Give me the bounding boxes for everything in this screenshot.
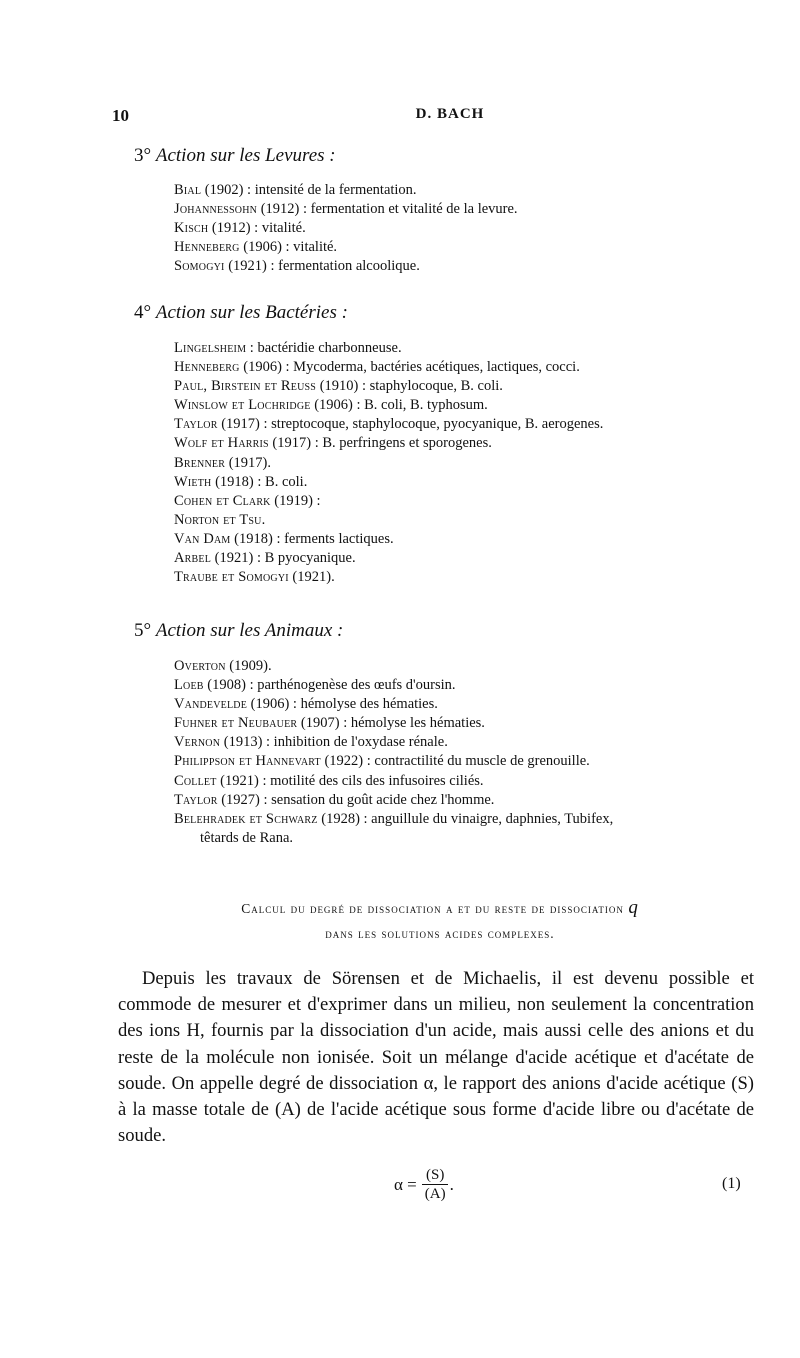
- list-item: [174, 454, 764, 473]
- entry-text: (1921) : fermentation alcoolique.: [224, 258, 420, 275]
- list-item: [174, 810, 764, 829]
- section-number: 3°: [134, 145, 152, 166]
- entry-author: Collet: [174, 772, 217, 789]
- entry-author: Winslow et Lochridge: [174, 397, 311, 414]
- list-item: [174, 791, 764, 810]
- entry-author: Arbel: [174, 550, 212, 567]
- entry-text: (1918) : B. coli.: [211, 473, 308, 490]
- entry-author: Henneberg: [174, 239, 240, 256]
- entry-text: (1921) : motilité des cils des infusoires ciliés.: [216, 772, 484, 789]
- calc-title-line1-wrap: [140, 895, 740, 921]
- entry-text: (1906) : Mycoderma, bactéries acétiques, lactiques, cocci.: [239, 359, 580, 376]
- entry-text: (1919) :: [270, 492, 321, 509]
- entries-levures: [174, 181, 764, 276]
- entry-text: .: [261, 511, 266, 528]
- entry-author: Fuhner et Neubauer: [174, 715, 298, 732]
- list-item: [174, 339, 764, 358]
- entry-author: Lingelsheim: [174, 340, 247, 356]
- entries-animaux: [174, 657, 764, 848]
- entry-author: Bial: [174, 182, 202, 198]
- entry-text: (1912) : vitalité.: [208, 220, 306, 237]
- list-item: [174, 434, 764, 453]
- entry-text: (1906) : hémolyse des hématies.: [247, 696, 438, 713]
- entry-author: Kisch: [174, 220, 209, 237]
- entry-text: : bactéridie charbonneuse.: [246, 340, 402, 356]
- entry-author: Brenner: [174, 454, 226, 471]
- section-heading-levures: [134, 145, 336, 167]
- calc-title-line2: dans les solutions acides complexes.: [325, 926, 555, 941]
- page-header: [112, 106, 752, 130]
- entry-text: (1909).: [225, 658, 272, 674]
- entry-author: Wieth: [174, 473, 212, 490]
- list-item: [174, 714, 764, 733]
- entry-text: (1927) : sensation du goût acide chez l'homme.: [217, 791, 495, 808]
- list-item: [174, 752, 764, 771]
- entry-author: Overton: [174, 658, 226, 674]
- list-item: [174, 676, 764, 695]
- entry-text: (1918) : ferments lactiques.: [230, 530, 394, 547]
- entry-author: Cohen et Clark: [174, 492, 271, 509]
- list-item: [174, 219, 764, 238]
- formula-numerator: (S): [422, 1166, 448, 1185]
- list-item: [174, 657, 764, 676]
- entry-text: (1910) : staphylocoque, B. coli.: [316, 378, 503, 395]
- list-item: [174, 200, 764, 219]
- formula-denominator: (A): [424, 1186, 446, 1202]
- entry-author: Philippson et Hannevart: [174, 753, 321, 770]
- list-item: [174, 733, 764, 752]
- section-title: Action sur les Levures :: [155, 145, 336, 166]
- section-title: Action sur les Bactéries :: [155, 302, 348, 323]
- entry-author: Belehradek et Schwarz: [174, 810, 318, 827]
- entry-author: Paul, Birstein et Reuss: [174, 378, 317, 395]
- entry-author: Wolf et Harris: [174, 435, 269, 452]
- entry-author: Vernon: [174, 734, 221, 751]
- entry-text: (1913) : inhibition de l'oxydase rénale.: [220, 734, 448, 751]
- list-item: [174, 568, 764, 587]
- entry-text: (1902) : intensité de la fermentation.: [201, 182, 417, 198]
- formula-fraction: [421, 1166, 450, 1203]
- running-head: D. BACH: [415, 106, 485, 122]
- entry-author: Johannessohn: [174, 201, 258, 218]
- list-item: [174, 695, 764, 714]
- list-item: [174, 772, 764, 791]
- section-title: Action sur les Animaux :: [155, 620, 344, 641]
- entry-text: (1917) : streptocoque, staphylocoque, pyocyanique, B. aerogenes.: [217, 416, 604, 433]
- calc-section-title: [140, 895, 740, 946]
- formula: [394, 1166, 454, 1203]
- formula-suffix: .: [449, 1174, 454, 1194]
- section-heading-animaux: [134, 620, 343, 642]
- entry-text: (1921).: [288, 569, 335, 586]
- calc-title-q: q: [628, 897, 639, 918]
- list-item: [174, 415, 764, 434]
- entry-author: Somogyi: [174, 258, 225, 275]
- section-number: 4°: [134, 302, 152, 323]
- entry-author: Henneberg: [174, 359, 240, 376]
- body-paragraph: Depuis les travaux de Sörensen et de Michaelis, il est devenu possible et commode de mesurer et d'exprimer dans un milieu, non seulement la concentration des ions H, fournis par la dissociation d'un acide, mais aussi celle des anions et du reste de la molécule non ionisée. Soit un mélange d'acide acétique et d'acétate de soude. On appelle degré de dissociation α, le rapport des anions d'acide acétique (S) à la masse totale de (A) de l'acide acétique sous forme d'acide libre ou d'acétate de soude.: [118, 968, 754, 1147]
- formula-lhs: α =: [394, 1174, 417, 1194]
- page-number: 10: [112, 106, 129, 125]
- entry-author: Loeb: [174, 677, 204, 694]
- entry-author: Traube et Somogyi: [174, 569, 289, 586]
- entries-bacteries: [174, 339, 764, 587]
- equation-number: (1): [722, 1175, 741, 1192]
- entry-text: (1912) : fermentation et vitalité de la levure.: [257, 201, 518, 218]
- list-item: [174, 396, 764, 415]
- list-item: [174, 492, 764, 511]
- list-item: [174, 377, 764, 396]
- entry-author: Norton et Tsu: [174, 511, 262, 528]
- list-item: [174, 549, 764, 568]
- list-item: [174, 358, 764, 377]
- list-item: [174, 530, 764, 549]
- entry-text: (1917).: [225, 454, 271, 471]
- entry-author: Vandevelde: [174, 696, 248, 713]
- section-heading-bacteries: [134, 302, 348, 324]
- list-item: [174, 511, 764, 530]
- entry-text: (1928) : anguillule du vinaigre, daphnies, Tubifex,: [317, 810, 614, 827]
- list-item: [174, 257, 764, 276]
- entry-author: Taylor: [174, 416, 218, 433]
- entry-author: Taylor: [174, 791, 218, 808]
- entry-text: (1922) : contractilité du muscle de grenouille.: [320, 753, 590, 770]
- entry-text: (1907) : hémolyse les hématies.: [297, 715, 485, 732]
- list-item: [174, 181, 764, 200]
- list-item-continuation: [174, 829, 764, 848]
- list-item: [174, 238, 764, 257]
- entry-text: (1906) : B. coli, B. typhosum.: [310, 397, 488, 414]
- entry-text: (1906) : vitalité.: [239, 239, 338, 256]
- entry-text: (1908) : parthénogenèse des œufs d'oursin.: [203, 677, 456, 694]
- entry-text: têtards de Rana.: [200, 829, 294, 846]
- entry-text: (1921) : B pyocyanique.: [211, 550, 356, 567]
- calc-title-line1: Calcul du degré de dissociation α et du reste de dissociation: [241, 901, 629, 916]
- entry-author: Van Dam: [174, 530, 231, 547]
- list-item: [174, 473, 764, 492]
- entry-text: (1917) : B. perfringens et sporogenes.: [268, 435, 492, 452]
- section-number: 5°: [134, 620, 152, 641]
